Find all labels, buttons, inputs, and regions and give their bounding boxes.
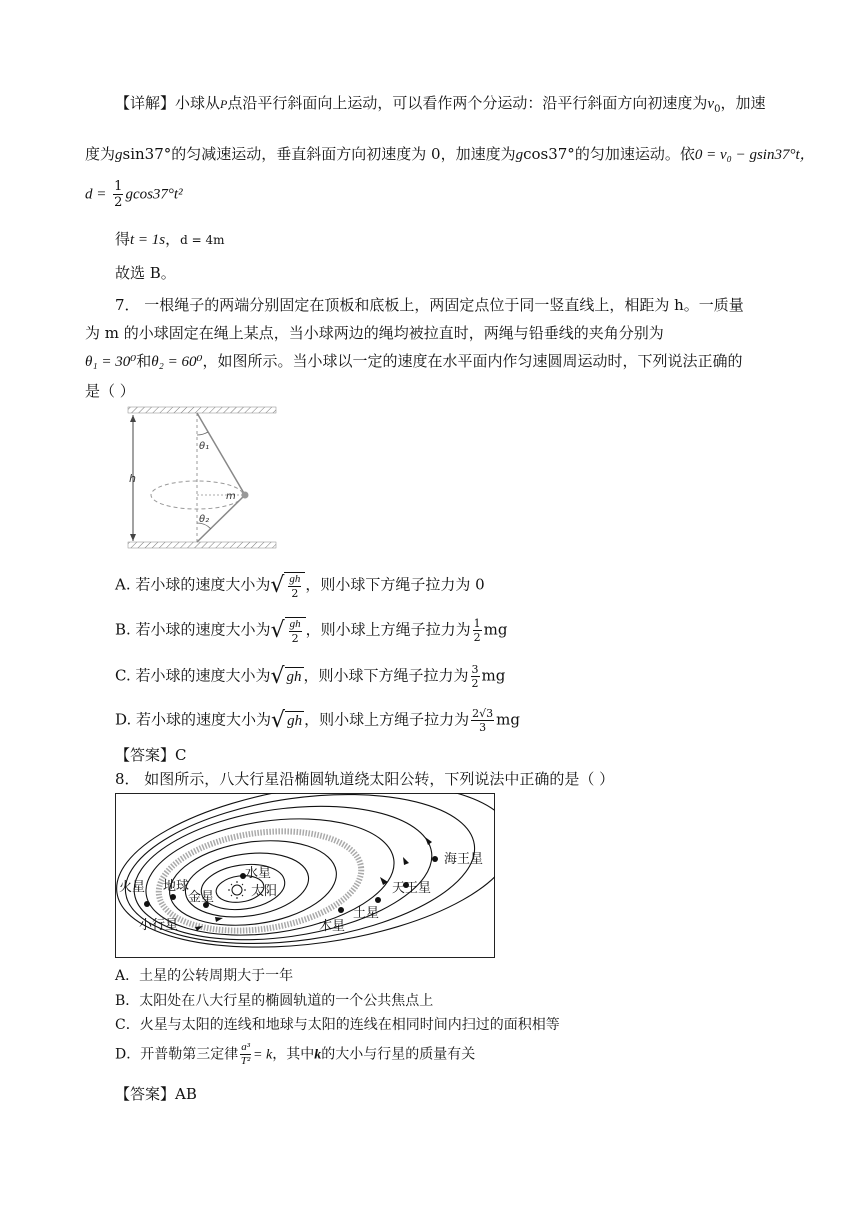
q7-option-c: C. 若小球的速度大小为√ gh ，则小球下方绳子拉力为 $\frac{3}{2}$ mg xyxy=(115,663,506,690)
label-earth: 地球 xyxy=(163,879,190,894)
q7-stem-4: 是（ ） xyxy=(85,382,135,400)
q8-option-c: C．火星与太阳的连线和地球与太阳的连线在相同时间内扫过的面积相等 xyxy=(115,1017,560,1033)
q7-option-b: B. 若小球的速度大小为√ $\frac{gh}{2}$ ，则小球上方绳子拉力为 $\frac{1}{2}$ mg xyxy=(115,617,508,645)
upper-rope xyxy=(197,413,245,495)
theta2-label: θ₂ xyxy=(199,514,210,525)
label-saturn: 土星 xyxy=(353,906,380,921)
label-mercury: 水星 xyxy=(245,866,272,881)
ceiling-plate xyxy=(128,407,276,413)
label-jupiter: 木星 xyxy=(319,919,346,934)
floor-plate xyxy=(128,542,276,548)
solar-system-figure xyxy=(115,793,495,958)
theta1-eq: θ₁ = 30⁰ xyxy=(85,354,137,370)
theta2-eq: θ₂ = 60⁰ xyxy=(151,354,203,370)
detail-tag: 【详解】 xyxy=(115,94,176,112)
earth-dot xyxy=(170,894,176,900)
q7-option-d: D. 若小球的速度大小为√ gh ，则小球上方绳子拉力为 $\frac{2√3}{3}$ mg xyxy=(115,707,520,734)
mass-label: m xyxy=(226,491,236,502)
label-mars: 火星 xyxy=(119,880,146,895)
label-sun: 太阳 xyxy=(251,884,278,899)
equation-velocity: 0 = v₀ − gsin37°t， xyxy=(694,147,815,163)
q8-stem: 8． 如图所示，八大行星沿椭圆轨道绕太阳公转，下列说法中正确的是（ ） xyxy=(115,770,615,788)
label-venus: 金星 xyxy=(188,890,215,905)
label-uranus: 天王星 xyxy=(392,881,432,896)
label-neptune: 海王星 xyxy=(444,852,484,867)
q7-option-a: A. 若小球的速度大小为√ $\frac{gh}{2}$ ，则小球下方绳子拉力为 0 xyxy=(115,573,485,600)
jupiter-dot xyxy=(338,907,344,913)
q8-answer: 【答案】AB xyxy=(115,1085,197,1103)
height-label: h xyxy=(129,472,136,485)
q8-option-d: D．开普勒第三定律 $\frac{\text{a³}}{\text{T²}}$ = k，其中k的大小与行星的质量有关 xyxy=(115,1041,476,1067)
q8-option-b: B．太阳处在八大行星的椭圆轨道的一个公共焦点上 xyxy=(115,993,434,1009)
q8-option-a: A．土星的公转周期大于一年 xyxy=(115,968,294,984)
q7-stem-3: θ₁ = 30⁰和θ₂ = 60⁰，如图所示。当小球以一定的速度在水平面内作匀速圆周运动时，下列说法正确的 xyxy=(85,352,743,370)
q7-stem-2: 为 m 的小球固定在绳上某点，当小球两边的绳均被拉直时，两绳与铅垂线的夹角分别为 xyxy=(85,324,664,342)
ball xyxy=(242,492,249,499)
mars-dot xyxy=(144,901,150,907)
equation-displacement: d = $\frac{1}{2}$ gcos37°t² xyxy=(85,179,183,210)
q7-answer: 【答案】C xyxy=(115,746,187,764)
detail-result: 得t = 1s，d = 4m xyxy=(115,230,225,248)
neptune-dot xyxy=(432,856,438,862)
q7-stem-1: 7． 一根绳子的两端分别固定在顶板和底板上，两固定点位于同一竖直线上，相距为 h。一质量 xyxy=(115,296,744,314)
saturn-dot xyxy=(375,897,381,903)
label-asteroid: 小行星 xyxy=(139,918,179,933)
rope-ball-figure xyxy=(125,405,280,553)
detail-line-1: 【详解】小球从P点沿平行斜面向上运动，可以看作两个分运动：沿平行斜面方向初速度为$v_0$，加速 xyxy=(115,94,766,115)
detail-line-2: 度为gsin37°的匀减速运动，垂直斜面方向初速度为 0，加速度为gcos37°的匀加速运动。依0 = v₀ − gsin37°t， xyxy=(85,145,815,163)
theta1-label: θ₁ xyxy=(199,441,210,452)
detail-choice: 故选 B。 xyxy=(115,264,176,282)
